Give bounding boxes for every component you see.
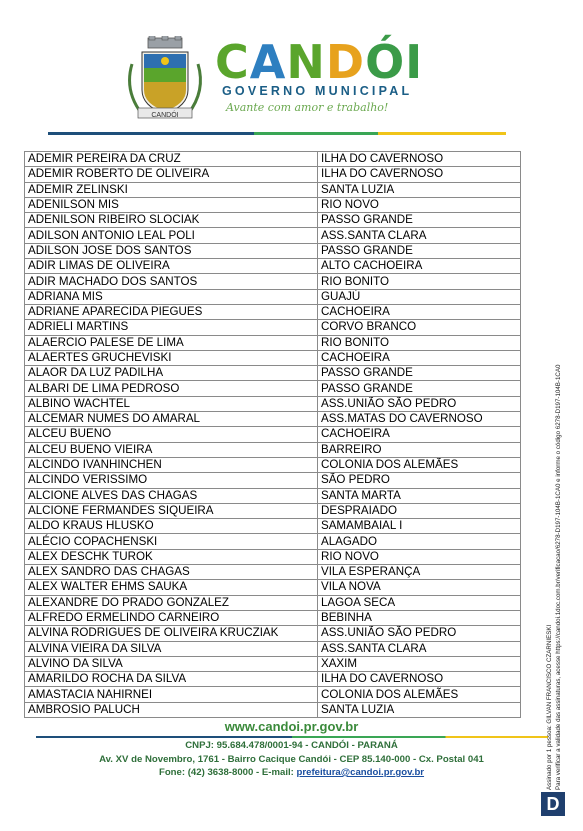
resident-name-cell: ALEX WALTER EHMS SAUKA xyxy=(25,580,318,595)
resident-name-cell: ALFREDO ERMELINDO CARNEIRO xyxy=(25,610,318,625)
table-row xyxy=(25,289,521,304)
resident-name-cell: ADIR MACHADO DOS SANTOS xyxy=(25,274,318,289)
table-row xyxy=(25,335,521,350)
locality-cell: LAGOA SECA xyxy=(317,595,520,610)
locality-cell: SAMAMBAIAL I xyxy=(317,519,520,534)
resident-name-cell: ADEMIR ROBERTO DE OLIVEIRA xyxy=(25,167,318,182)
table-row xyxy=(25,274,521,289)
table-row xyxy=(25,457,521,472)
locality-cell: COLONIA DOS ALEMÃES xyxy=(317,457,520,472)
table-row xyxy=(25,687,521,702)
resident-name-cell: ALCIONE ALVES DAS CHAGAS xyxy=(25,488,318,503)
resident-name-cell: ALCINDO VERISSIMO xyxy=(25,473,318,488)
locality-cell: XAXIM xyxy=(317,656,520,671)
resident-name-cell: ALCEMAR NUMES DO AMARAL xyxy=(25,412,318,427)
locality-cell: SANTA LUZIA xyxy=(317,702,520,717)
locality-cell: ILHA DO CAVERNOSO xyxy=(317,152,520,167)
resident-name-cell: ADIR LIMAS DE OLIVEIRA xyxy=(25,259,318,274)
locality-cell: SANTA MARTA xyxy=(317,488,520,503)
locality-cell: BARREIRO xyxy=(317,442,520,457)
table-row xyxy=(25,641,521,656)
table-row xyxy=(25,182,521,197)
table-row xyxy=(25,152,521,167)
table-row xyxy=(25,626,521,641)
locality-cell: ASS.SANTA CLARA xyxy=(317,641,520,656)
resident-name-cell: ADILSON ANTONIO LEAL POLI xyxy=(25,228,318,243)
footer-cnpj: CNPJ: 95.684.478/0001-94 - CANDÓI - PARANÁ xyxy=(185,740,398,751)
locality-cell: GUAJÚ xyxy=(317,289,520,304)
table-row xyxy=(25,396,521,411)
logo-letter: C xyxy=(215,35,250,89)
resident-name-cell: AMARILDO ROCHA DA SILVA xyxy=(25,672,318,687)
resident-name-cell: ALAERCIO PALESE DE LIMA xyxy=(25,335,318,350)
locality-cell: BEBINHA xyxy=(317,610,520,625)
resident-name-cell: ALAERTES GRUCHEVISKI xyxy=(25,350,318,365)
table-row xyxy=(25,259,521,274)
resident-name-cell: ADRIANA MIS xyxy=(25,289,318,304)
locality-cell: ASS.UNIÃO SÃO PEDRO xyxy=(317,626,520,641)
table-row xyxy=(25,320,521,335)
footer-website[interactable]: www.candoi.pr.gov.br xyxy=(224,719,359,734)
footer-contact xyxy=(0,767,583,778)
table-row xyxy=(25,503,521,518)
table-row xyxy=(25,304,521,319)
logo-letter: N xyxy=(286,35,326,89)
logo-letter: D xyxy=(325,35,366,89)
resident-name-cell: ADILSON JOSE DOS SANTOS xyxy=(25,243,318,258)
resident-name-cell: AMASTACIA NAHIRNEI xyxy=(25,687,318,702)
locality-cell: RIO BONITO xyxy=(317,274,520,289)
residents-table xyxy=(24,151,521,718)
crest-banner-label: CANDÓI xyxy=(151,112,179,119)
resident-name-cell: AMBROSIO PALUCH xyxy=(25,702,318,717)
locality-cell: VILA ESPERANÇA xyxy=(317,565,520,580)
table-row xyxy=(25,213,521,228)
logo-subtitle: GOVERNO MUNICIPAL xyxy=(222,84,413,98)
locality-cell: RIO BONITO xyxy=(317,335,520,350)
locality-cell: ASS.SANTA CLARA xyxy=(317,228,520,243)
table-row xyxy=(25,442,521,457)
resident-name-cell: ADEMIR PEREIRA DA CRUZ xyxy=(25,152,318,167)
resident-name-cell: ALEX SANDRO DAS CHAGAS xyxy=(25,565,318,580)
resident-name-cell: ALVINA VIEIRA DA SILVA xyxy=(25,641,318,656)
table-row xyxy=(25,565,521,580)
locality-cell: ASS.UNIÃO SÃO PEDRO xyxy=(317,396,520,411)
locality-cell: DESPRAIADO xyxy=(317,503,520,518)
table-row xyxy=(25,595,521,610)
table-row xyxy=(25,167,521,182)
logo-letter: I xyxy=(405,35,424,89)
logo-slogan: Avante com amor e trabalho! xyxy=(226,101,389,114)
table-row xyxy=(25,350,521,365)
resident-name-cell: ADRIANE APARECIDA PIEGUES xyxy=(25,304,318,319)
locality-cell: CACHOEIRA xyxy=(317,304,520,319)
resident-name-cell: ALAOR DA LUZ PADILHA xyxy=(25,366,318,381)
locality-cell: CACHOEIRA xyxy=(317,350,520,365)
header-divider xyxy=(48,132,506,135)
resident-name-cell: ADENILSON MIS xyxy=(25,197,318,212)
resident-name-cell: ALEX DESCHK TUROK xyxy=(25,549,318,564)
locality-cell: VILA NOVA xyxy=(317,580,520,595)
footer-phone: Fone: (42) 3638-8000 - E-mail: xyxy=(158,767,297,778)
table-row xyxy=(25,549,521,564)
locality-cell: SANTA LUZIA xyxy=(317,182,520,197)
resident-name-cell: ALCEU BUENO xyxy=(25,427,318,442)
table-row xyxy=(25,473,521,488)
resident-name-cell: ALÉCIO COPACHENSKI xyxy=(25,534,318,549)
locality-cell: ASS.MATAS DO CAVERNOSO xyxy=(317,412,520,427)
resident-name-cell: ADENILSON RIBEIRO SLOCIAK xyxy=(25,213,318,228)
table-row xyxy=(25,228,521,243)
logo-letter: A xyxy=(249,35,287,89)
table-row xyxy=(25,488,521,503)
residents-table-body xyxy=(25,152,521,718)
resident-name-cell: ALCEU BUENO VIEIRA xyxy=(25,442,318,457)
signature-signed-by: Assinado por 1 pessoa: GILVAN FRANCISCO CZARNIESKI xyxy=(546,624,553,790)
document-platform-badge-icon: D xyxy=(541,792,565,816)
table-row xyxy=(25,519,521,534)
footer-email-link[interactable]: prefeitura@candoi.pr.gov.br xyxy=(296,767,425,778)
locality-cell: CORVO BRANCO xyxy=(317,320,520,335)
locality-cell: PASSO GRANDE xyxy=(317,366,520,381)
table-row xyxy=(25,656,521,671)
logo-title xyxy=(215,36,423,88)
resident-name-cell: ALVINA RODRIGUES DE OLIVEIRA KRUCZIAK xyxy=(25,626,318,641)
logo-letter: Ó xyxy=(365,35,406,89)
resident-name-cell: ADRIELI MARTINS xyxy=(25,320,318,335)
document-header xyxy=(0,0,583,140)
footer-divider xyxy=(36,736,548,738)
locality-cell: PASSO GRANDE xyxy=(317,381,520,396)
table-row xyxy=(25,381,521,396)
locality-cell: RIO NOVO xyxy=(317,197,520,212)
resident-name-cell: ALEXANDRE DO PRADO GONZALEZ xyxy=(25,595,318,610)
table-row xyxy=(25,412,521,427)
resident-name-cell: ALCINDO IVANHINCHEN xyxy=(25,457,318,472)
resident-name-cell: ADEMIR ZELINSKI xyxy=(25,182,318,197)
locality-cell: COLONIA DOS ALEMÃES xyxy=(317,687,520,702)
locality-cell: ALAGADO xyxy=(317,534,520,549)
signature-verify-text[interactable]: Para verificar a validade das assinaturas, acesse https://candoi.1doc.com.br/verificacao/6278-D197-104B-1CA0 e informe o código 6278-D197-104B-1CA0 xyxy=(555,364,562,790)
locality-cell: SÃO PEDRO xyxy=(317,473,520,488)
table-row xyxy=(25,672,521,687)
table-row xyxy=(25,580,521,595)
table-row xyxy=(25,243,521,258)
table-row xyxy=(25,427,521,442)
table-row xyxy=(25,366,521,381)
resident-name-cell: ALCIONE FERMANDES SIQUEIRA xyxy=(25,503,318,518)
table-row xyxy=(25,197,521,212)
locality-cell: ILHA DO CAVERNOSO xyxy=(317,672,520,687)
resident-name-cell: ALBINO WACHTEL xyxy=(25,396,318,411)
footer-address: Av. XV de Novembro, 1761 - Bairro Cacique Candói - CEP 85.140-000 - Cx. Postal 041 xyxy=(99,754,484,765)
table-row xyxy=(25,610,521,625)
resident-name-cell: ALDO KRAUS HLUSKO xyxy=(25,519,318,534)
table-row xyxy=(25,702,521,717)
locality-cell: ILHA DO CAVERNOSO xyxy=(317,167,520,182)
locality-cell: PASSO GRANDE xyxy=(317,213,520,228)
table-row xyxy=(25,534,521,549)
resident-name-cell: ALVINO DA SILVA xyxy=(25,656,318,671)
resident-name-cell: ALBARI DE LIMA PEDROSO xyxy=(25,381,318,396)
locality-cell: CACHOEIRA xyxy=(317,427,520,442)
locality-cell: ALTO CACHOEIRA xyxy=(317,259,520,274)
locality-cell: PASSO GRANDE xyxy=(317,243,520,258)
locality-cell: RIO NOVO xyxy=(317,549,520,564)
